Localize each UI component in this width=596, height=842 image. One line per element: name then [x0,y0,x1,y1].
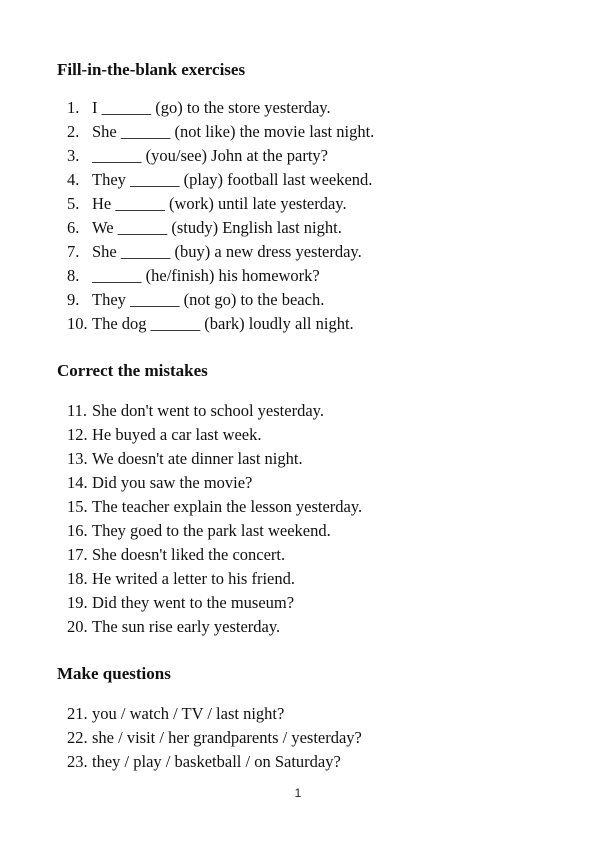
item-number: 23. [67,752,88,771]
item-number: 20. [67,617,88,636]
item-number: 12. [67,425,88,444]
item-number: 6. [67,218,80,237]
section-make-questions [57,664,556,774]
page-number: 1 [294,786,302,800]
item-number: 4. [67,170,80,189]
list-item [57,240,556,264]
list-item [57,519,556,543]
item-number: 10. [67,314,88,333]
item-text: We doesn't ate dinner last night. [92,449,303,468]
item-number: 5. [67,194,80,213]
item-text: He ______ (work) until late yesterday. [92,194,347,213]
item-number: 16. [67,521,88,540]
section-fill-in-the-blank [57,60,556,336]
list-item [57,615,556,639]
list-item [57,702,556,726]
list-item [57,471,556,495]
list-item [57,495,556,519]
item-number: 8. [67,266,80,285]
item-text: you / watch / TV / last night? [92,704,285,723]
item-text: Did they went to the museum? [92,593,295,612]
list-item [57,543,556,567]
list-item [57,312,556,336]
list-item [57,192,556,216]
item-number: 22. [67,728,88,747]
list-item [57,168,556,192]
item-text: She doesn't liked the concert. [92,545,286,564]
item-text: The teacher explain the lesson yesterday. [92,497,363,516]
list-item [57,591,556,615]
item-text: she / visit / her grandparents / yesterday? [92,728,362,747]
item-text: She ______ (buy) a new dress yesterday. [92,242,362,261]
item-text: I ______ (go) to the store yesterday. [92,98,331,117]
item-text: They ______ (play) football last weekend. [92,170,373,189]
item-number: 13. [67,449,88,468]
item-number: 15. [67,497,88,516]
section-heading: Fill-in-the-blank exercises [57,60,246,79]
item-text: The sun rise early yesterday. [92,617,281,636]
item-number: 1. [67,98,80,117]
item-text: They goed to the park last weekend. [92,521,331,540]
item-text: ______ (you/see) John at the party? [92,146,328,165]
item-number: 11. [67,401,88,420]
list-item [57,423,556,447]
item-number: 21. [67,704,88,723]
section-correct-the-mistakes [57,361,556,639]
item-number: 7. [67,242,80,261]
exercise-list [57,96,556,336]
item-number: 19. [67,593,88,612]
list-item [57,264,556,288]
list-item [57,120,556,144]
item-text: We ______ (study) English last night. [92,218,342,237]
list-item [57,96,556,120]
item-text: Did you saw the movie? [92,473,253,492]
list-item [57,726,556,750]
list-item [57,288,556,312]
item-number: 17. [67,545,88,564]
exercise-list [57,399,556,639]
item-text: He writed a letter to his friend. [92,569,295,588]
item-text: They ______ (not go) to the beach. [92,290,325,309]
item-number: 3. [67,146,80,165]
list-item [57,399,556,423]
section-heading: Correct the mistakes [57,361,208,380]
exercise-list [57,702,556,774]
item-number: 14. [67,473,88,492]
list-item [57,144,556,168]
item-text: He buyed a car last week. [92,425,262,444]
item-number: 2. [67,122,80,141]
item-text: The dog ______ (bark) loudly all night. [92,314,354,333]
item-text: She don't went to school yesterday. [92,401,324,420]
item-text: ______ (he/finish) his homework? [92,266,320,285]
section-heading: Make questions [57,664,171,683]
list-item [57,447,556,471]
list-item [57,216,556,240]
list-item [57,567,556,591]
item-text: She ______ (not like) the movie last night. [92,122,375,141]
item-number: 9. [67,290,80,309]
item-number: 18. [67,569,88,588]
list-item [57,750,556,774]
item-text: they / play / basketball / on Saturday? [92,752,341,771]
